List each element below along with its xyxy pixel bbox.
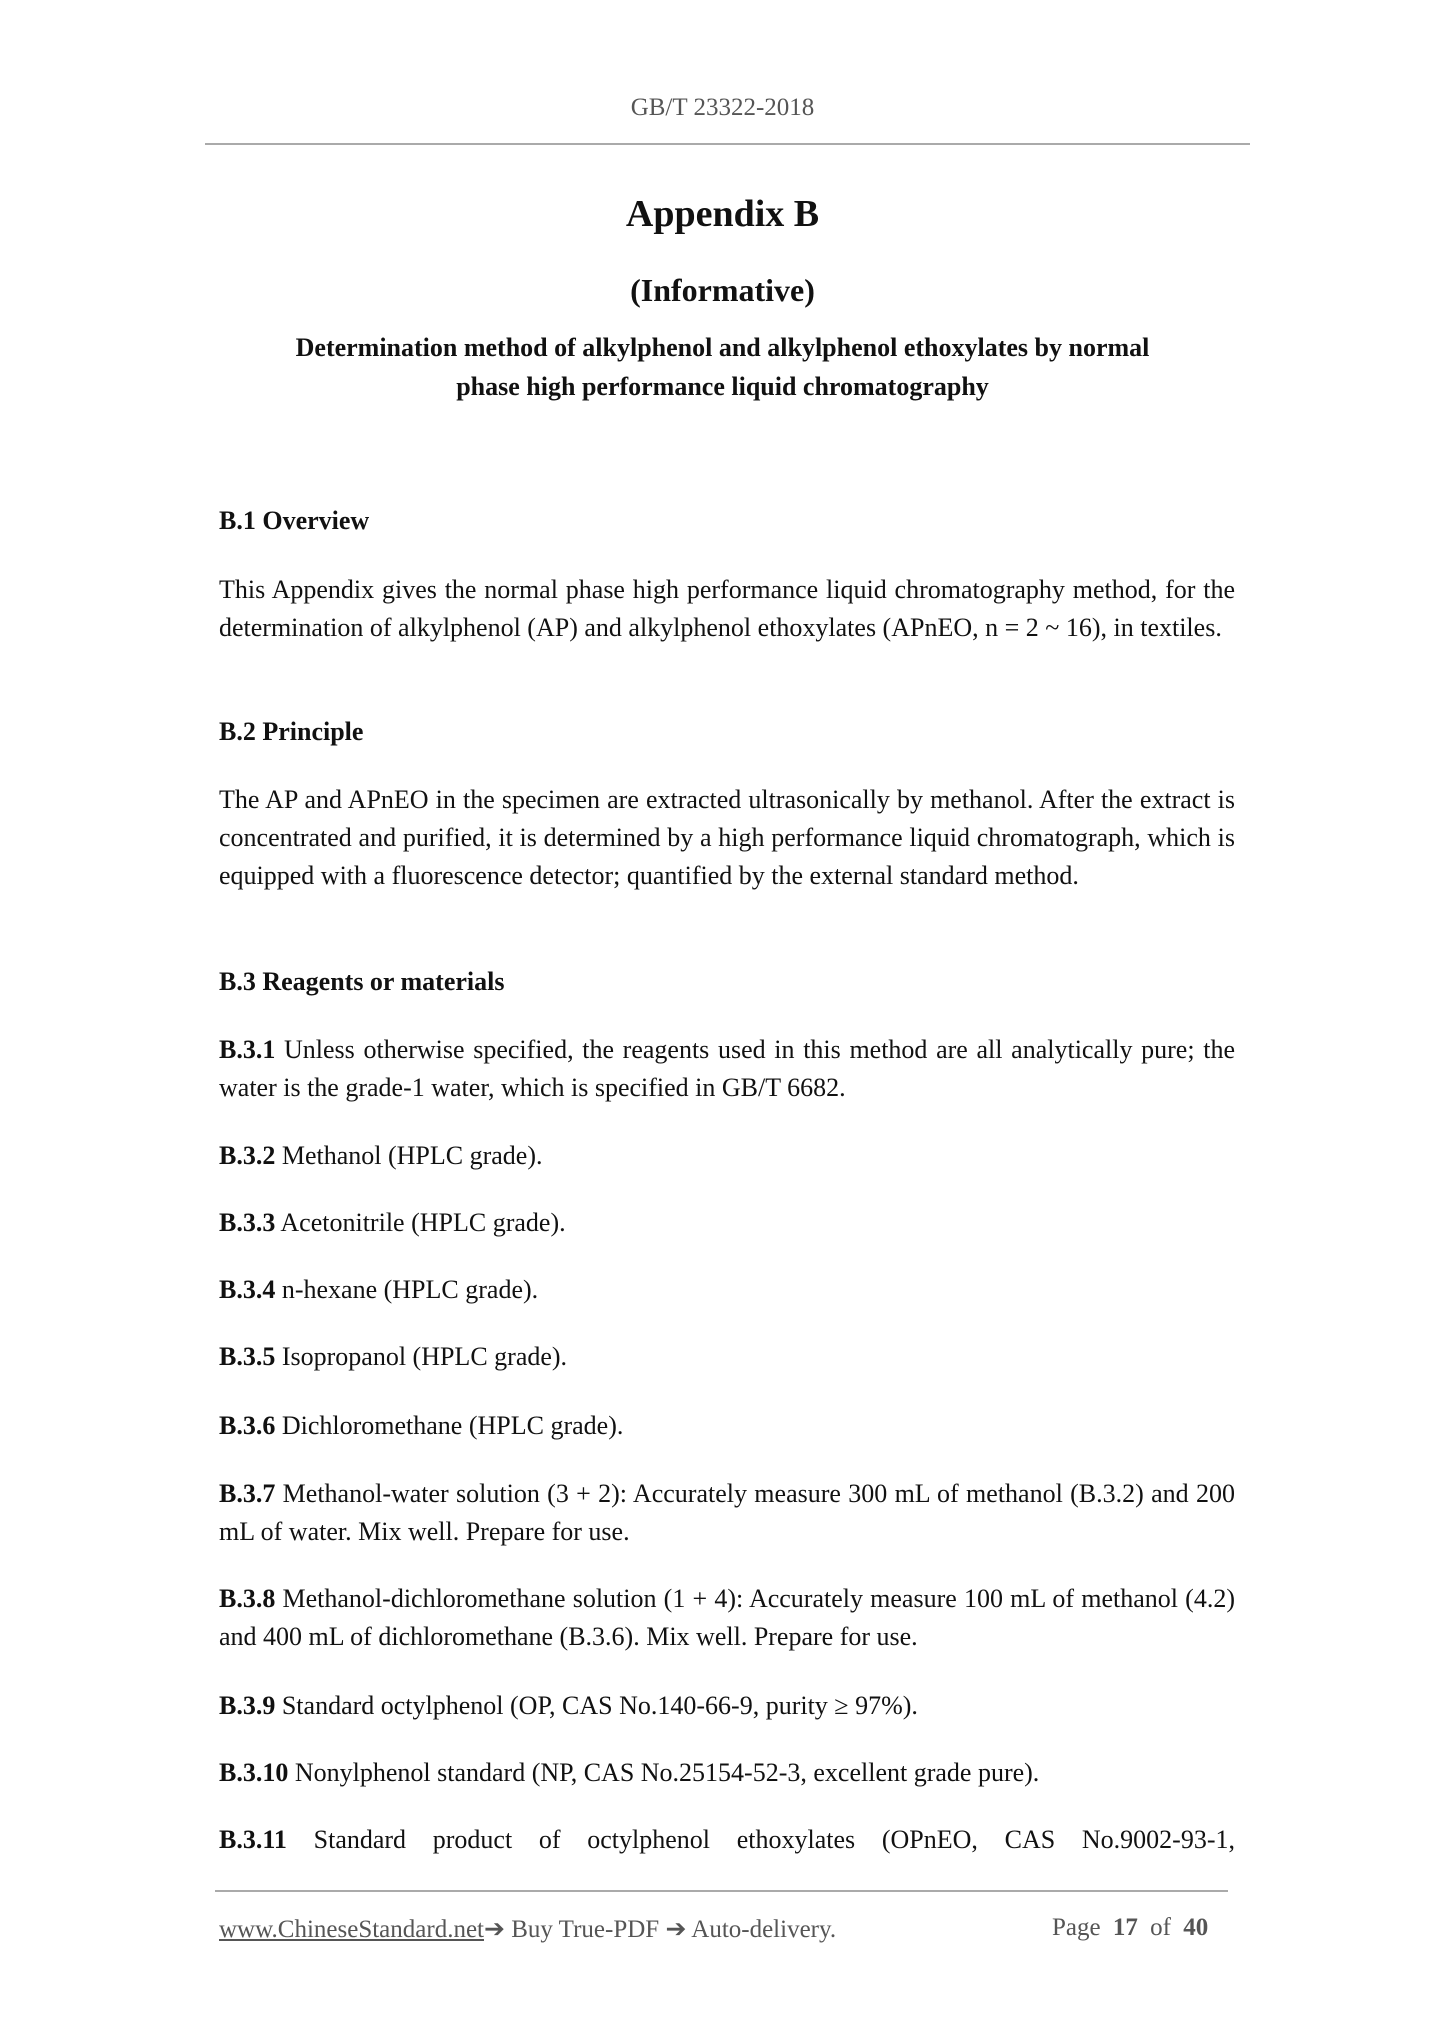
footer-delivery-text: Auto-delivery. xyxy=(686,1916,837,1943)
item-b3-6 xyxy=(219,1407,1235,1445)
section-heading-b2: B.2 Principle xyxy=(219,717,364,746)
page-number xyxy=(1052,1914,1208,1942)
footer-buy-text: Buy True-PDF xyxy=(504,1916,666,1943)
subtitle-line-1: Determination method of alkylphenol and alkylphenol ethoxylates by normal xyxy=(295,333,1150,362)
item-text: Standard product of octylphenol ethoxylates (OPnEO, CAS No.9002-93-1, xyxy=(286,1825,1235,1854)
item-b3-4 xyxy=(219,1271,1235,1309)
item-text: Methanol-dichloromethane solution (1 + 4): Accurately measure 100 mL of methanol (4.2) and 400 mL of dichloromethane (B.3.6). Mix well. Prepare for use. xyxy=(219,1584,1235,1651)
item-text: Standard octylphenol (OP, CAS No.140-66-9, purity ≥ 97%). xyxy=(275,1691,918,1720)
header-divider xyxy=(205,143,1250,145)
item-text: Acetonitrile (HPLC grade). xyxy=(275,1208,566,1237)
item-number: B.3.5 xyxy=(219,1342,276,1371)
item-number: B.3.2 xyxy=(219,1141,276,1170)
of-label: of xyxy=(1150,1914,1171,1941)
page-current: 17 xyxy=(1112,1914,1138,1941)
item-number: B.3.11 xyxy=(219,1825,287,1854)
chinese-standard-link[interactable]: www.ChineseStandard.net xyxy=(219,1916,484,1943)
item-b3-2 xyxy=(219,1137,1235,1175)
item-b3-1 xyxy=(219,1031,1235,1107)
header-doc-id: GB/T 23322-2018 xyxy=(630,94,815,121)
appendix-type: (Informative) xyxy=(630,272,815,308)
item-text: Methanol (HPLC grade). xyxy=(275,1141,543,1170)
item-number: B.3.4 xyxy=(219,1275,276,1304)
item-b3-3 xyxy=(219,1204,1235,1242)
item-b3-10 xyxy=(219,1754,1235,1792)
appendix-title: Appendix B xyxy=(625,193,820,235)
item-b3-9 xyxy=(219,1687,1235,1725)
item-text: Unless otherwise specified, the reagents used in this method are all analytically pure; the water is the grade-1 water, which is specified in GB/T 6682. xyxy=(219,1035,1235,1102)
page-label: Page xyxy=(1052,1914,1101,1941)
item-b3-5 xyxy=(219,1338,1235,1376)
section-text-b1: This Appendix gives the normal phase high performance liquid chromatography method, for the determination of alkylphenol (AP) and alkylphenol ethoxylates (APnEO, n = 2 ~ 16), in textiles. xyxy=(219,575,1235,642)
item-b3-8 xyxy=(219,1580,1235,1656)
arrow-icon: ➔ xyxy=(484,1916,505,1943)
section-heading-b3: B.3 Reagents or materials xyxy=(219,967,505,996)
page-total: 40 xyxy=(1183,1914,1209,1941)
item-number: B.3.3 xyxy=(219,1208,276,1237)
item-number: B.3.8 xyxy=(219,1584,276,1613)
footer-promo xyxy=(219,1914,836,1944)
item-b3-7 xyxy=(219,1475,1235,1551)
item-number: B.3.6 xyxy=(219,1411,276,1440)
item-number: B.3.9 xyxy=(219,1691,276,1720)
section-text-b2: The AP and APnEO in the specimen are extracted ultrasonically by methanol. After the extract is concentrated and purified, it is determined by a high performance liquid chromatograph, which is equipped with a fluorescence detector; quantified by the external standard method. xyxy=(219,785,1235,890)
section-heading-b1: B.1 Overview xyxy=(219,506,370,535)
item-text: Methanol-water solution (3 + 2): Accurately measure 300 mL of methanol (B.3.2) and 200 mL of water. Mix well. Prepare for use. xyxy=(219,1479,1235,1546)
item-text: n-hexane (HPLC grade). xyxy=(275,1275,539,1304)
item-text: Isopropanol (HPLC grade). xyxy=(275,1342,568,1371)
item-number: B.3.7 xyxy=(219,1479,276,1508)
item-number: B.3.10 xyxy=(219,1758,289,1787)
footer-divider xyxy=(215,1890,1228,1892)
item-text: Nonylphenol standard (NP, CAS No.25154-52-3, excellent grade pure). xyxy=(288,1758,1040,1787)
item-text: Dichloromethane (HPLC grade). xyxy=(275,1411,624,1440)
item-b3-11 xyxy=(219,1821,1235,1859)
subtitle-line-2: phase high performance liquid chromatography xyxy=(456,372,989,401)
item-number: B.3.1 xyxy=(219,1035,276,1064)
arrow-icon: ➔ xyxy=(665,1916,687,1943)
